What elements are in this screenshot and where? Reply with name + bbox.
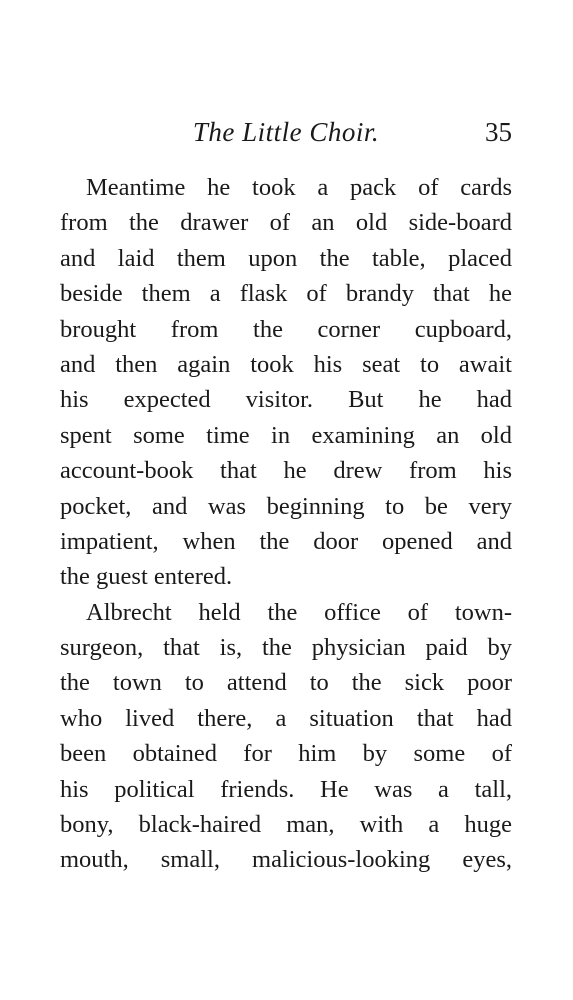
text-line: bony, black-haired man, with a huge [60,811,512,839]
text-line: his political friends. He was a tall, [60,775,512,803]
text-line: his expected visitor. But he had [60,386,512,414]
text-line: Meantime he took a pack of cards [86,174,512,201]
text-line: Albrecht held the office of town- [86,598,512,626]
text-line: account-book that he drew from his [60,457,512,485]
body-text [60,170,512,878]
running-head [60,112,512,152]
text-line: spent some time in examining an old [60,421,512,449]
paragraph-2 [60,595,512,878]
text-line: the town to attend to the sick poor [60,669,512,697]
paragraph-1 [60,170,512,595]
text-line: the guest entered. [60,563,233,591]
text-line: beside them a flask of brandy that he [60,280,512,308]
text-line: pocket, and was beginning to be very [60,492,512,520]
text-line: been obtained for him by some of [60,740,512,768]
text-line: who lived there, a situation that had [60,704,512,732]
text-line: surgeon, that is, the physician paid by [60,634,512,662]
text-line: and laid them upon the table, placed [60,244,512,272]
text-line: and then again took his seat to await [60,350,512,378]
text-line: brought from the corner cupboard, [60,315,512,343]
page-number: 35 [485,117,512,147]
text-line: mouth, small, malicious-looking eyes, [60,846,512,874]
text-line: impatient, when the door opened and [60,527,512,555]
text-line: from the drawer of an old side-board [60,209,512,237]
running-title: The Little Choir. [192,117,380,147]
